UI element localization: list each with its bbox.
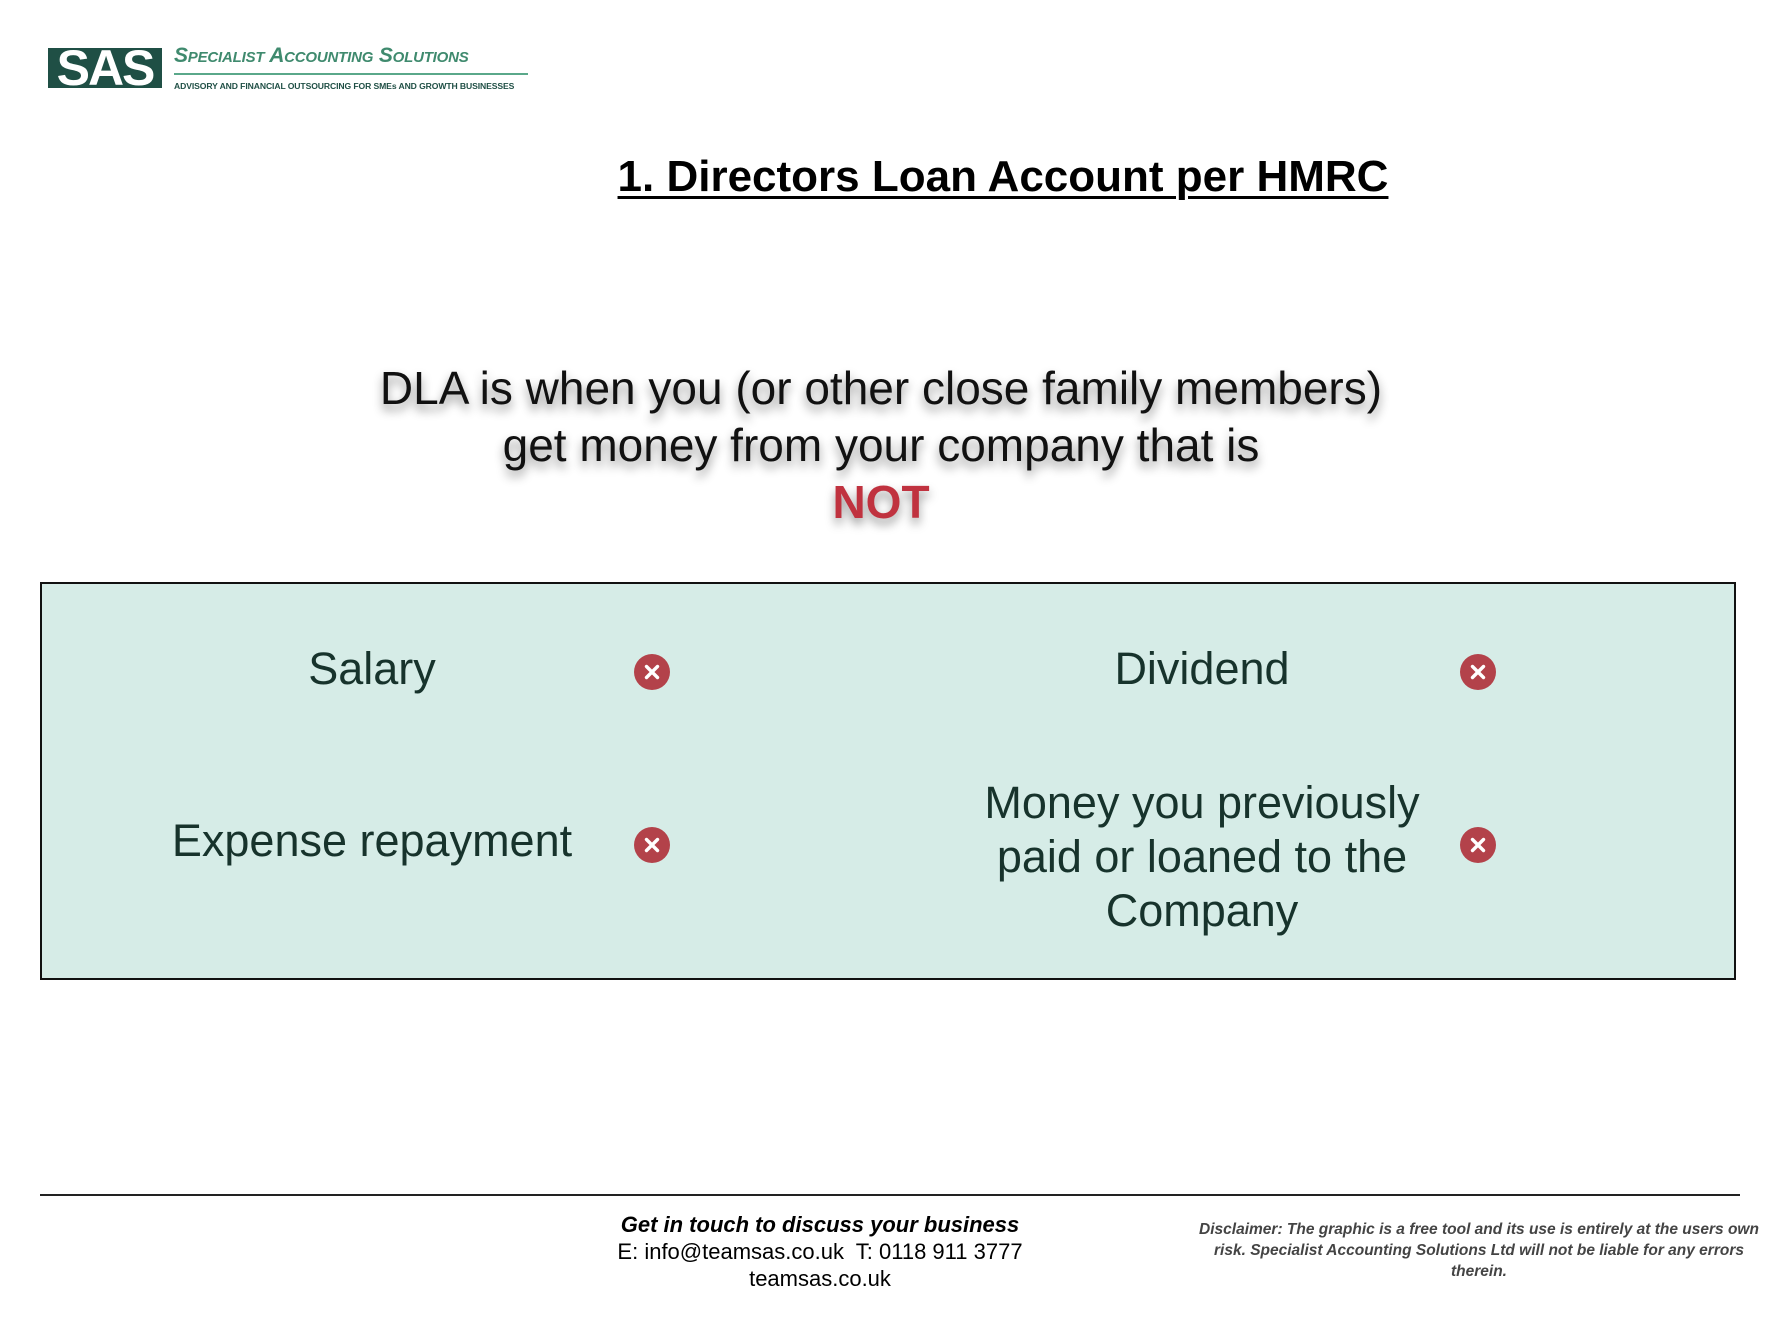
sas-logo-mark (48, 44, 162, 92)
close-icon (1460, 827, 1496, 863)
logo-mark-text: SAS (56, 44, 154, 92)
intro-emphasis: NOT (832, 476, 930, 528)
exclusion-item-money-loaned (872, 776, 1532, 938)
intro-statement (0, 360, 1762, 531)
exclusion-item-expense-repayment: Expense repayment (171, 815, 573, 866)
footer-divider (40, 1194, 1740, 1196)
intro-line-1: DLA is when you (or other close family members) (379, 362, 1383, 414)
close-icon (634, 827, 670, 863)
contact-cta: Get in touch to discuss your business (620, 1212, 1020, 1237)
page-title: 1. Directors Loan Account per HMRC (617, 152, 1389, 201)
intro-line-2: get money from your company that is (502, 419, 1260, 471)
close-icon (1460, 654, 1496, 690)
logo-tagline: ADVISORY AND FINANCIAL OUTSOURCING FOR SMEs AND GROWTH BUSINESSES (174, 81, 515, 91)
disclaimer-text: Disclaimer: The graphic is a free tool and its use is entirely at the users own risk. Specialist Accounting Solutions Ltd will not be liable for any errors therein. (1199, 1221, 1759, 1280)
exclusion-item-salary: Salary (308, 643, 436, 694)
money-line-1: Money you previously (984, 777, 1420, 828)
contact-email-phone[interactable]: E: info@teamsas.co.uk T: 0118 911 3777 (617, 1239, 1023, 1264)
exclusion-item-dividend: Dividend (1114, 643, 1290, 694)
logo-company-name: Specialist Accounting Solutions (174, 44, 469, 67)
close-icon (634, 654, 670, 690)
contact-website[interactable]: teamsas.co.uk (749, 1266, 891, 1291)
money-line-3: Company (1105, 885, 1299, 936)
exclusions-panel (40, 582, 1736, 980)
contact-block (520, 1211, 1120, 1292)
money-line-2: paid or loaned to the (996, 831, 1408, 882)
company-logo (48, 44, 528, 96)
logo-divider (174, 73, 528, 75)
